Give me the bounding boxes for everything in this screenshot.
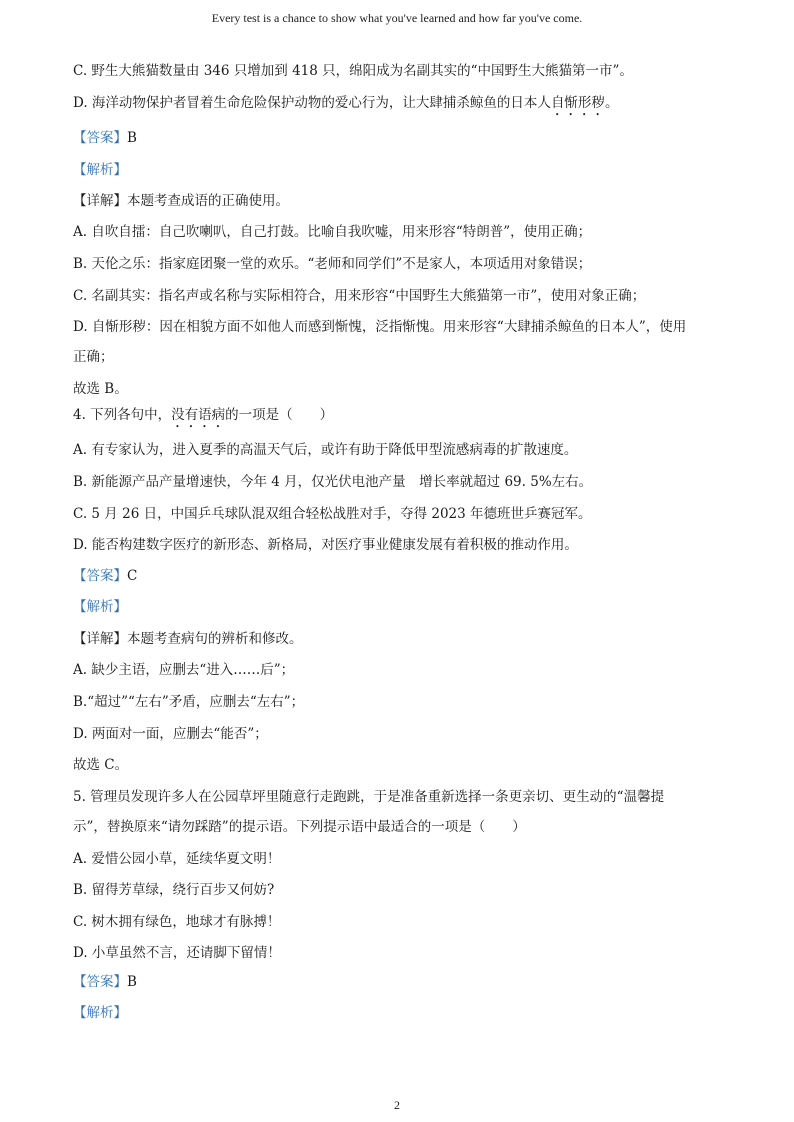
q4-detail-d: D. 两面对一面，应删去“能否”；	[73, 726, 268, 742]
q4-option-d: D. 能否构建数字医疗的新形态、新格局，对医疗事业健康发展有着积极的推动作用。	[73, 537, 578, 553]
q5-option-a: A. 爱惜公园小草，延续华夏文明！	[73, 851, 281, 867]
detail-intro: 本题考查病句的辨析和修改。	[127, 631, 303, 647]
q4-option-a: A. 有专家认为，进入夏季的高温天气后，或许有助于降低甲型流感病毒的扩散速度。	[73, 442, 578, 458]
q4-option-c: C. 5 月 26 日，中国乒乓球队混双组合轻松战胜对手，夺得 2023 年德班世乒赛冠军。	[73, 506, 592, 522]
emphasis-dotted-text: 自惭形秽	[550, 95, 605, 111]
q4-analysis-tag: 【解析】	[73, 599, 127, 615]
emphasis-dotted-text: 没有语病	[171, 407, 226, 423]
q5-analysis-tag: 【解析】	[73, 1005, 127, 1021]
q4-detail	[73, 629, 734, 649]
q3-analysis-tag: 【解析】	[73, 162, 127, 178]
q5-option-b: B. 留得芳草绿，绕行百步又何妨?	[73, 882, 275, 898]
detail-intro: 本题考查成语的正确使用。	[127, 193, 289, 209]
q4-answer	[73, 566, 734, 586]
q4-stem-text: 4. 下列各句中，	[73, 407, 172, 423]
page-number: 2	[394, 1098, 400, 1112]
q5-answer	[73, 972, 734, 992]
answer-tag: 【答案】	[73, 568, 127, 584]
q4-option-b: B. 新能源产品产量增速快，今年 4 月，仅光伏电池产量 增长率就超过 69. 5%左右。	[73, 474, 593, 490]
q3-option-c: C. 野生大熊猫数量由 346 只增加到 418 只，绵阳成为名副其实的“中国野生大熊猫第一市”。	[73, 63, 633, 79]
q3-detail	[73, 191, 734, 211]
answer-tag: 【答案】	[73, 974, 127, 990]
q3-option-d-end: 。	[604, 95, 619, 111]
q3-detail-b: B. 天伦之乐：指家庭团聚一堂的欢乐。“老师和同学们”不是家人，本项适用对象错误；	[73, 256, 592, 272]
q3-detail-c: C. 名副其实：指名声或名称与实际相符合，用来形容“中国野生大熊猫第一市”，使用对象正确；	[73, 288, 646, 304]
q5-option-c: C. 树木拥有绿色，地球才有脉搏！	[73, 914, 281, 930]
detail-tag: 【详解】	[73, 631, 127, 647]
q5-stem-line2: 示”，替换原来“请勿踩踏”的提示语。下列提示语中最适合的一项是（ ）	[73, 819, 526, 835]
q3-detail-d-line2: 正确；	[73, 349, 114, 365]
answer-tag: 【答案】	[73, 130, 127, 146]
q4-conclusion: 故选 C。	[73, 757, 129, 773]
q4-stem-end: 的一项是（ ）	[225, 407, 334, 423]
q3-detail-a: A. 自吹自擂：自己吹喇叭，自己打鼓。比喻自我吹嘘，用来形容“特朗普”，使用正确；	[73, 224, 592, 240]
q3-option-d	[73, 93, 734, 119]
q4-detail-a: A. 缺少主语，应删去“进入……后”；	[73, 662, 295, 678]
q4-stem	[73, 405, 734, 431]
page-header: Every test is a chance to show what you've learned and how far you've come.	[211, 11, 583, 25]
q5-stem-line1: 5. 管理员发现许多人在公园草坪里随意行走跑跳，于是准备重新选择一条更亲切、更生动的“温馨提	[73, 789, 665, 805]
q3-option-d-text: D. 海洋动物保护者冒着生命危险保护动物的爱心行为，让大肆捕杀鲸鱼的日本人	[73, 95, 551, 111]
q5-option-d: D. 小草虽然不言，还请脚下留情！	[73, 945, 281, 961]
q4-detail-b: B.“超过”“左右”矛盾，应删去“左右”；	[73, 694, 305, 710]
q3-answer	[73, 128, 734, 148]
q3-detail-d-line1: D. 自惭形秽：因在相貌方面不如他人而感到惭愧，泛指惭愧。用来形容“大肆捕杀鲸鱼的日本人”，使用	[73, 319, 687, 335]
detail-tag: 【详解】	[73, 193, 127, 209]
q3-conclusion: 故选 B。	[73, 381, 128, 397]
answer-value: B	[127, 130, 137, 146]
answer-value: C	[127, 568, 138, 584]
answer-value: B	[127, 974, 137, 990]
